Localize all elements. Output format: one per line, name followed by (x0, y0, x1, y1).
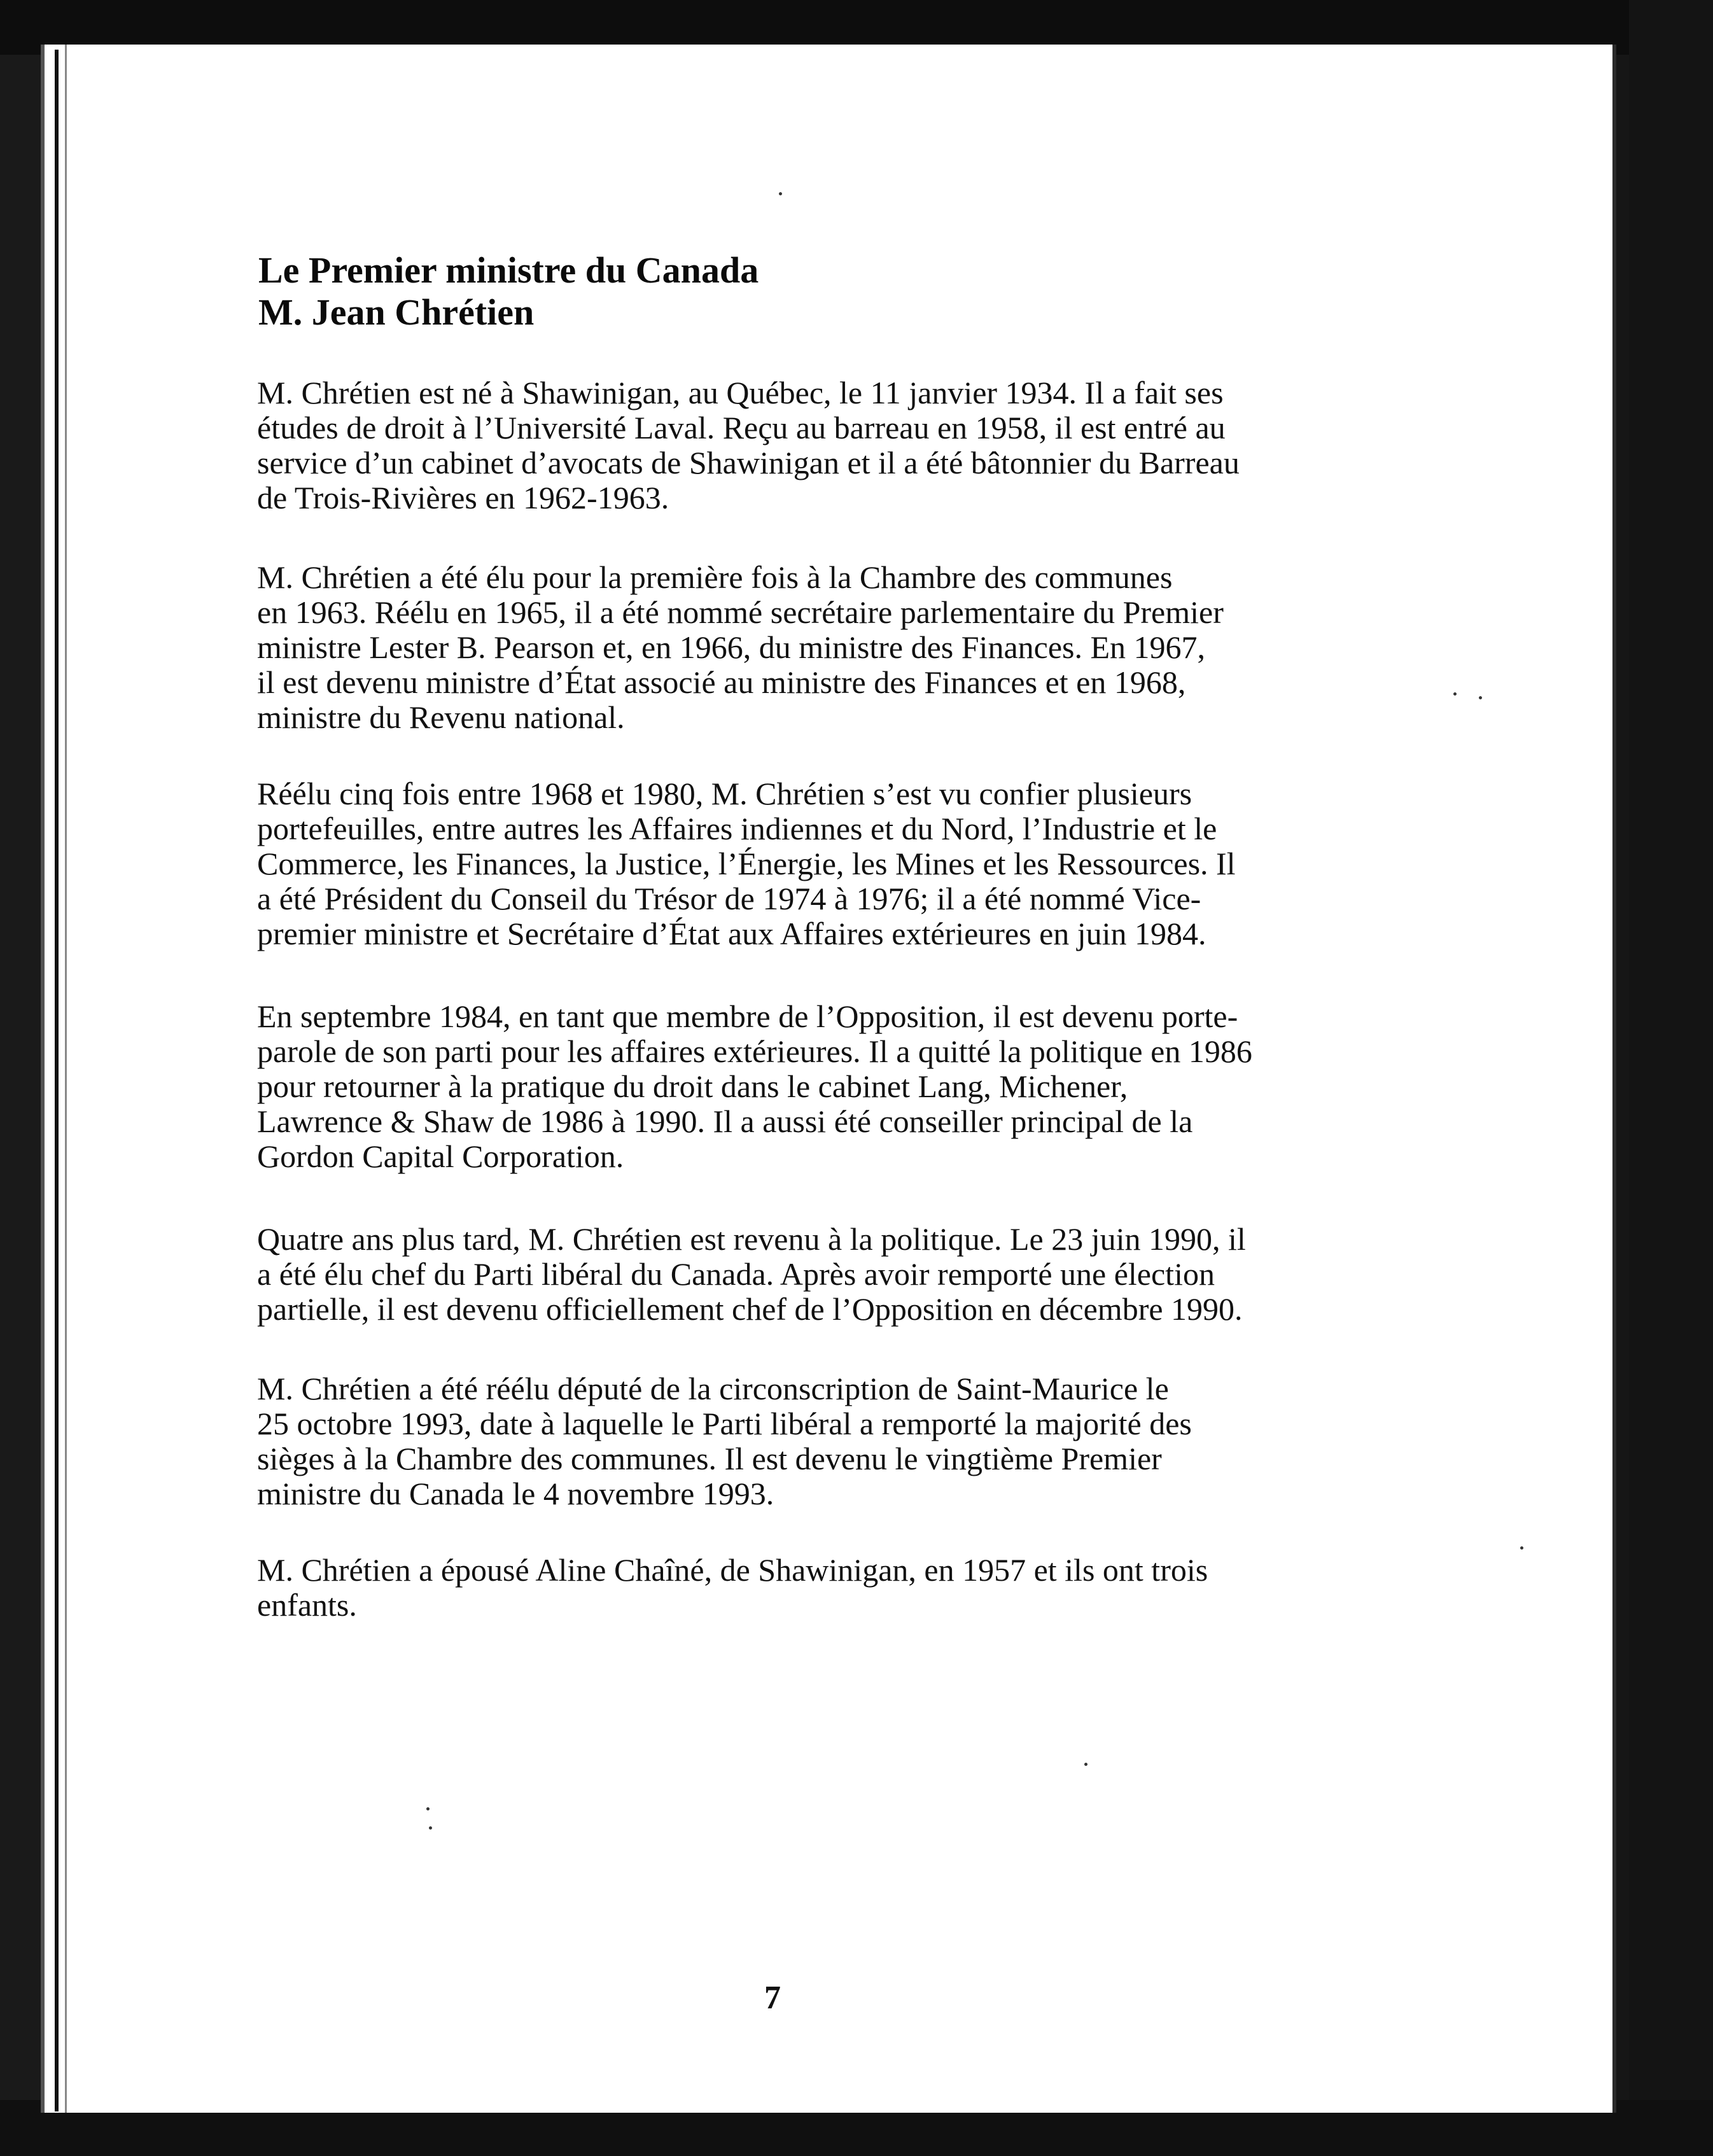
text-line: 25 octobre 1993, date à laquelle le Parti libéral a remporté la majorité des (257, 1406, 1192, 1441)
text-line: pour retourner à la pratique du droit dans le cabinet Lang, Michener, (257, 1068, 1128, 1104)
scan-speck (1084, 1763, 1087, 1766)
scan-speck (1520, 1546, 1523, 1550)
title-line-1: Le Premier ministre du Canada (258, 249, 759, 291)
text-line: Quatre ans plus tard, M. Chrétien est revenu à la politique. Le 23 juin 1990, il (257, 1221, 1246, 1257)
scan-speck (779, 192, 782, 195)
text-line: ministre du Canada le 4 novembre 1993. (257, 1476, 774, 1511)
paragraph-early-career (257, 560, 1402, 735)
text-line: premier ministre et Secrétaire d’État aux Affaires extérieures en juin 1984. (257, 916, 1206, 951)
paragraph-portfolios (257, 776, 1402, 951)
text-line: de Trois-Rivières en 1962-1963. (257, 480, 669, 515)
text-line: M. Chrétien a épousé Aline Chaîné, de Shawinigan, en 1957 et ils ont trois (257, 1552, 1208, 1588)
text-line: portefeuilles, entre autres les Affaires indiennes et du Nord, l’Industrie et le (257, 811, 1217, 846)
text-line: a été Président du Conseil du Trésor de 1974 à 1976; il a été nommé Vice- (257, 881, 1201, 916)
paragraph-opposition (257, 999, 1402, 1174)
text-line: M. Chrétien a été élu pour la première fois à la Chambre des communes (257, 559, 1173, 595)
text-line: Réélu cinq fois entre 1968 et 1980, M. Chrétien s’est vu confier plusieurs (257, 776, 1192, 811)
paragraph-prime-minister (257, 1371, 1402, 1511)
page-number: 7 (764, 1980, 781, 2016)
paragraph-birth-education (257, 375, 1402, 515)
text-line: il est devenu ministre d’État associé au ministre des Finances et en 1968, (257, 664, 1186, 700)
text-line: parole de son parti pour les affaires extérieures. Il a quitté la politique en 1986 (257, 1033, 1252, 1069)
text-line: études de droit à l’Université Laval. Reçu au barreau en 1958, il est entré au (257, 410, 1226, 445)
text-line: Commerce, les Finances, la Justice, l’Énergie, les Mines et les Ressources. Il (257, 846, 1236, 881)
text-line: a été élu chef du Parti libéral du Canada. Après avoir remporté une élection (257, 1256, 1215, 1292)
text-line: ministre Lester B. Pearson et, en 1966, du ministre des Finances. En 1967, (257, 629, 1206, 665)
scan-speck (426, 1807, 430, 1810)
document-page (41, 45, 1616, 2113)
binding-edge (55, 50, 59, 2111)
text-line: M. Chrétien a été réélu député de la circonscription de Saint-Maurice le (257, 1371, 1169, 1406)
binding-edge-shadow (65, 45, 67, 2113)
paragraph-return-to-politics (257, 1222, 1402, 1327)
text-line: M. Chrétien est né à Shawinigan, au Québec, le 11 janvier 1934. Il a fait ses (257, 375, 1224, 410)
scan-border-left (0, 0, 46, 2156)
scan-speck (429, 1826, 432, 1830)
text-line: partielle, il est devenu officiellement chef de l’Opposition en décembre 1990. (257, 1291, 1243, 1327)
page-title (258, 249, 1467, 333)
scan-border-right (1629, 0, 1713, 2156)
text-line: Lawrence & Shaw de 1986 à 1990. Il a aussi été conseiller principal de la (257, 1103, 1193, 1139)
title-line-2: M. Jean Chrétien (258, 291, 535, 333)
paragraph-family (257, 1553, 1402, 1623)
text-line: en 1963. Réélu en 1965, il a été nommé secrétaire parlementaire du Premier (257, 594, 1224, 630)
scan-speck (1453, 692, 1457, 696)
text-line: sièges à la Chambre des communes. Il est devenu le vingtième Premier (257, 1441, 1162, 1476)
text-line: enfants. (257, 1587, 357, 1623)
text-line: ministre du Revenu national. (257, 699, 625, 735)
text-line: En septembre 1984, en tant que membre de l’Opposition, il est devenu porte- (257, 998, 1238, 1034)
scan-speck (1479, 696, 1482, 699)
text-line: service d’un cabinet d’avocats de Shawinigan et il a été bâtonnier du Barreau (257, 445, 1240, 480)
text-line: Gordon Capital Corporation. (257, 1138, 624, 1174)
